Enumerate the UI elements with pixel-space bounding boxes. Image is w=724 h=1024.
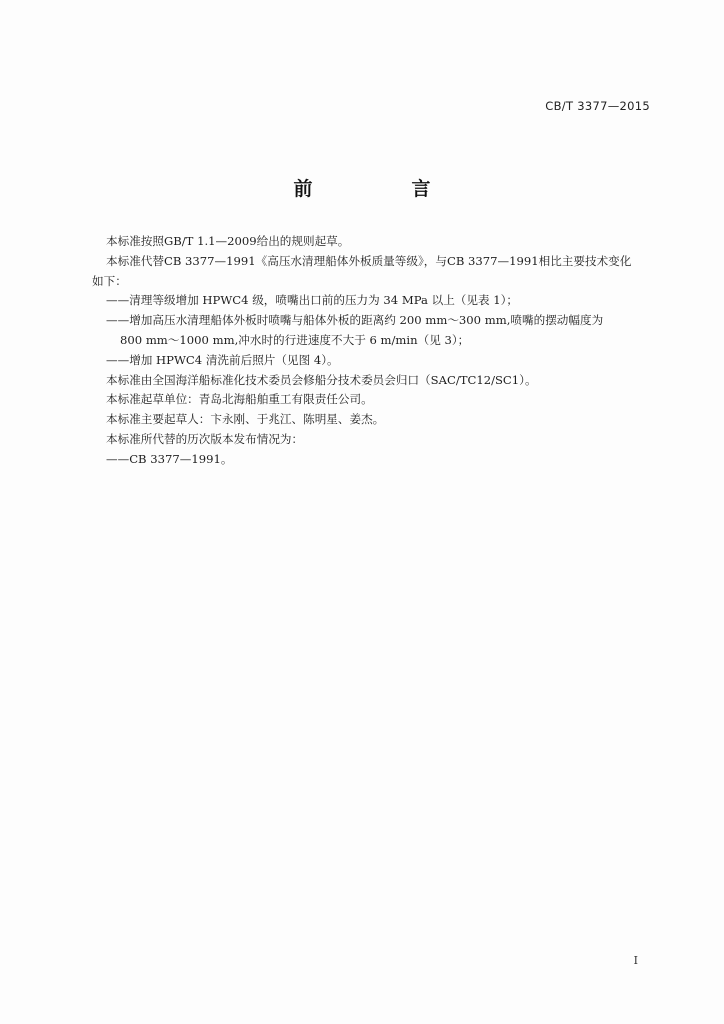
paragraph-drafters: 本标准主要起草人：卞永刚、于兆江、陈明星、姜杰。 [106,412,385,427]
foreword-body [92,232,652,470]
standard-code: CB/T 3377—2015 [545,99,650,113]
page-number: I [633,954,638,967]
paragraph-drafting-unit: 本标准起草单位：青岛北海船舶重工有限责任公司。 [106,392,373,407]
list-item-cleaning-grade: ——清理等级增加 HPWC4 级，喷嘴出口前的压力为 34 MPa 以上（见表 1）； [106,293,519,308]
paragraph-previous-editions: 本标准所代替的历次版本发布情况为： [106,431,304,446]
paragraph-drafting-rules: 本标准按照GB/T 1.1—2009给出的规则起草。 [106,234,350,248]
list-item-nozzle-distance-line1: ——增加高压水清理船体外板时喷嘴与船体外板的距离约 200 mm～300 mm,喷嘴的摆动幅度为 [106,313,604,328]
list-item-nozzle-distance-line2: 800 mm～1000 mm,冲水时的行进速度不大于 6 m/min（见 3）； [120,332,470,347]
paragraph-replacement-line2: 如下： [92,273,127,288]
page-title: 前 言 [293,178,471,200]
list-item-previous-edition: ——CB 3377—1991。 [106,451,233,466]
paragraph-committee: 本标准由全国海洋船标准化技术委员会修船分技术委员会归口（SAC/TC12/SC1）。 [106,372,537,387]
list-item-photos: ——增加 HPWC4 清洗前后照片（见图 4）。 [106,352,339,367]
paragraph-replacement-line1: 本标准代替CB 3377—1991《高压水清理船体外板质量等级》，与CB 3377—1991相比主要技术变化 [106,253,632,268]
